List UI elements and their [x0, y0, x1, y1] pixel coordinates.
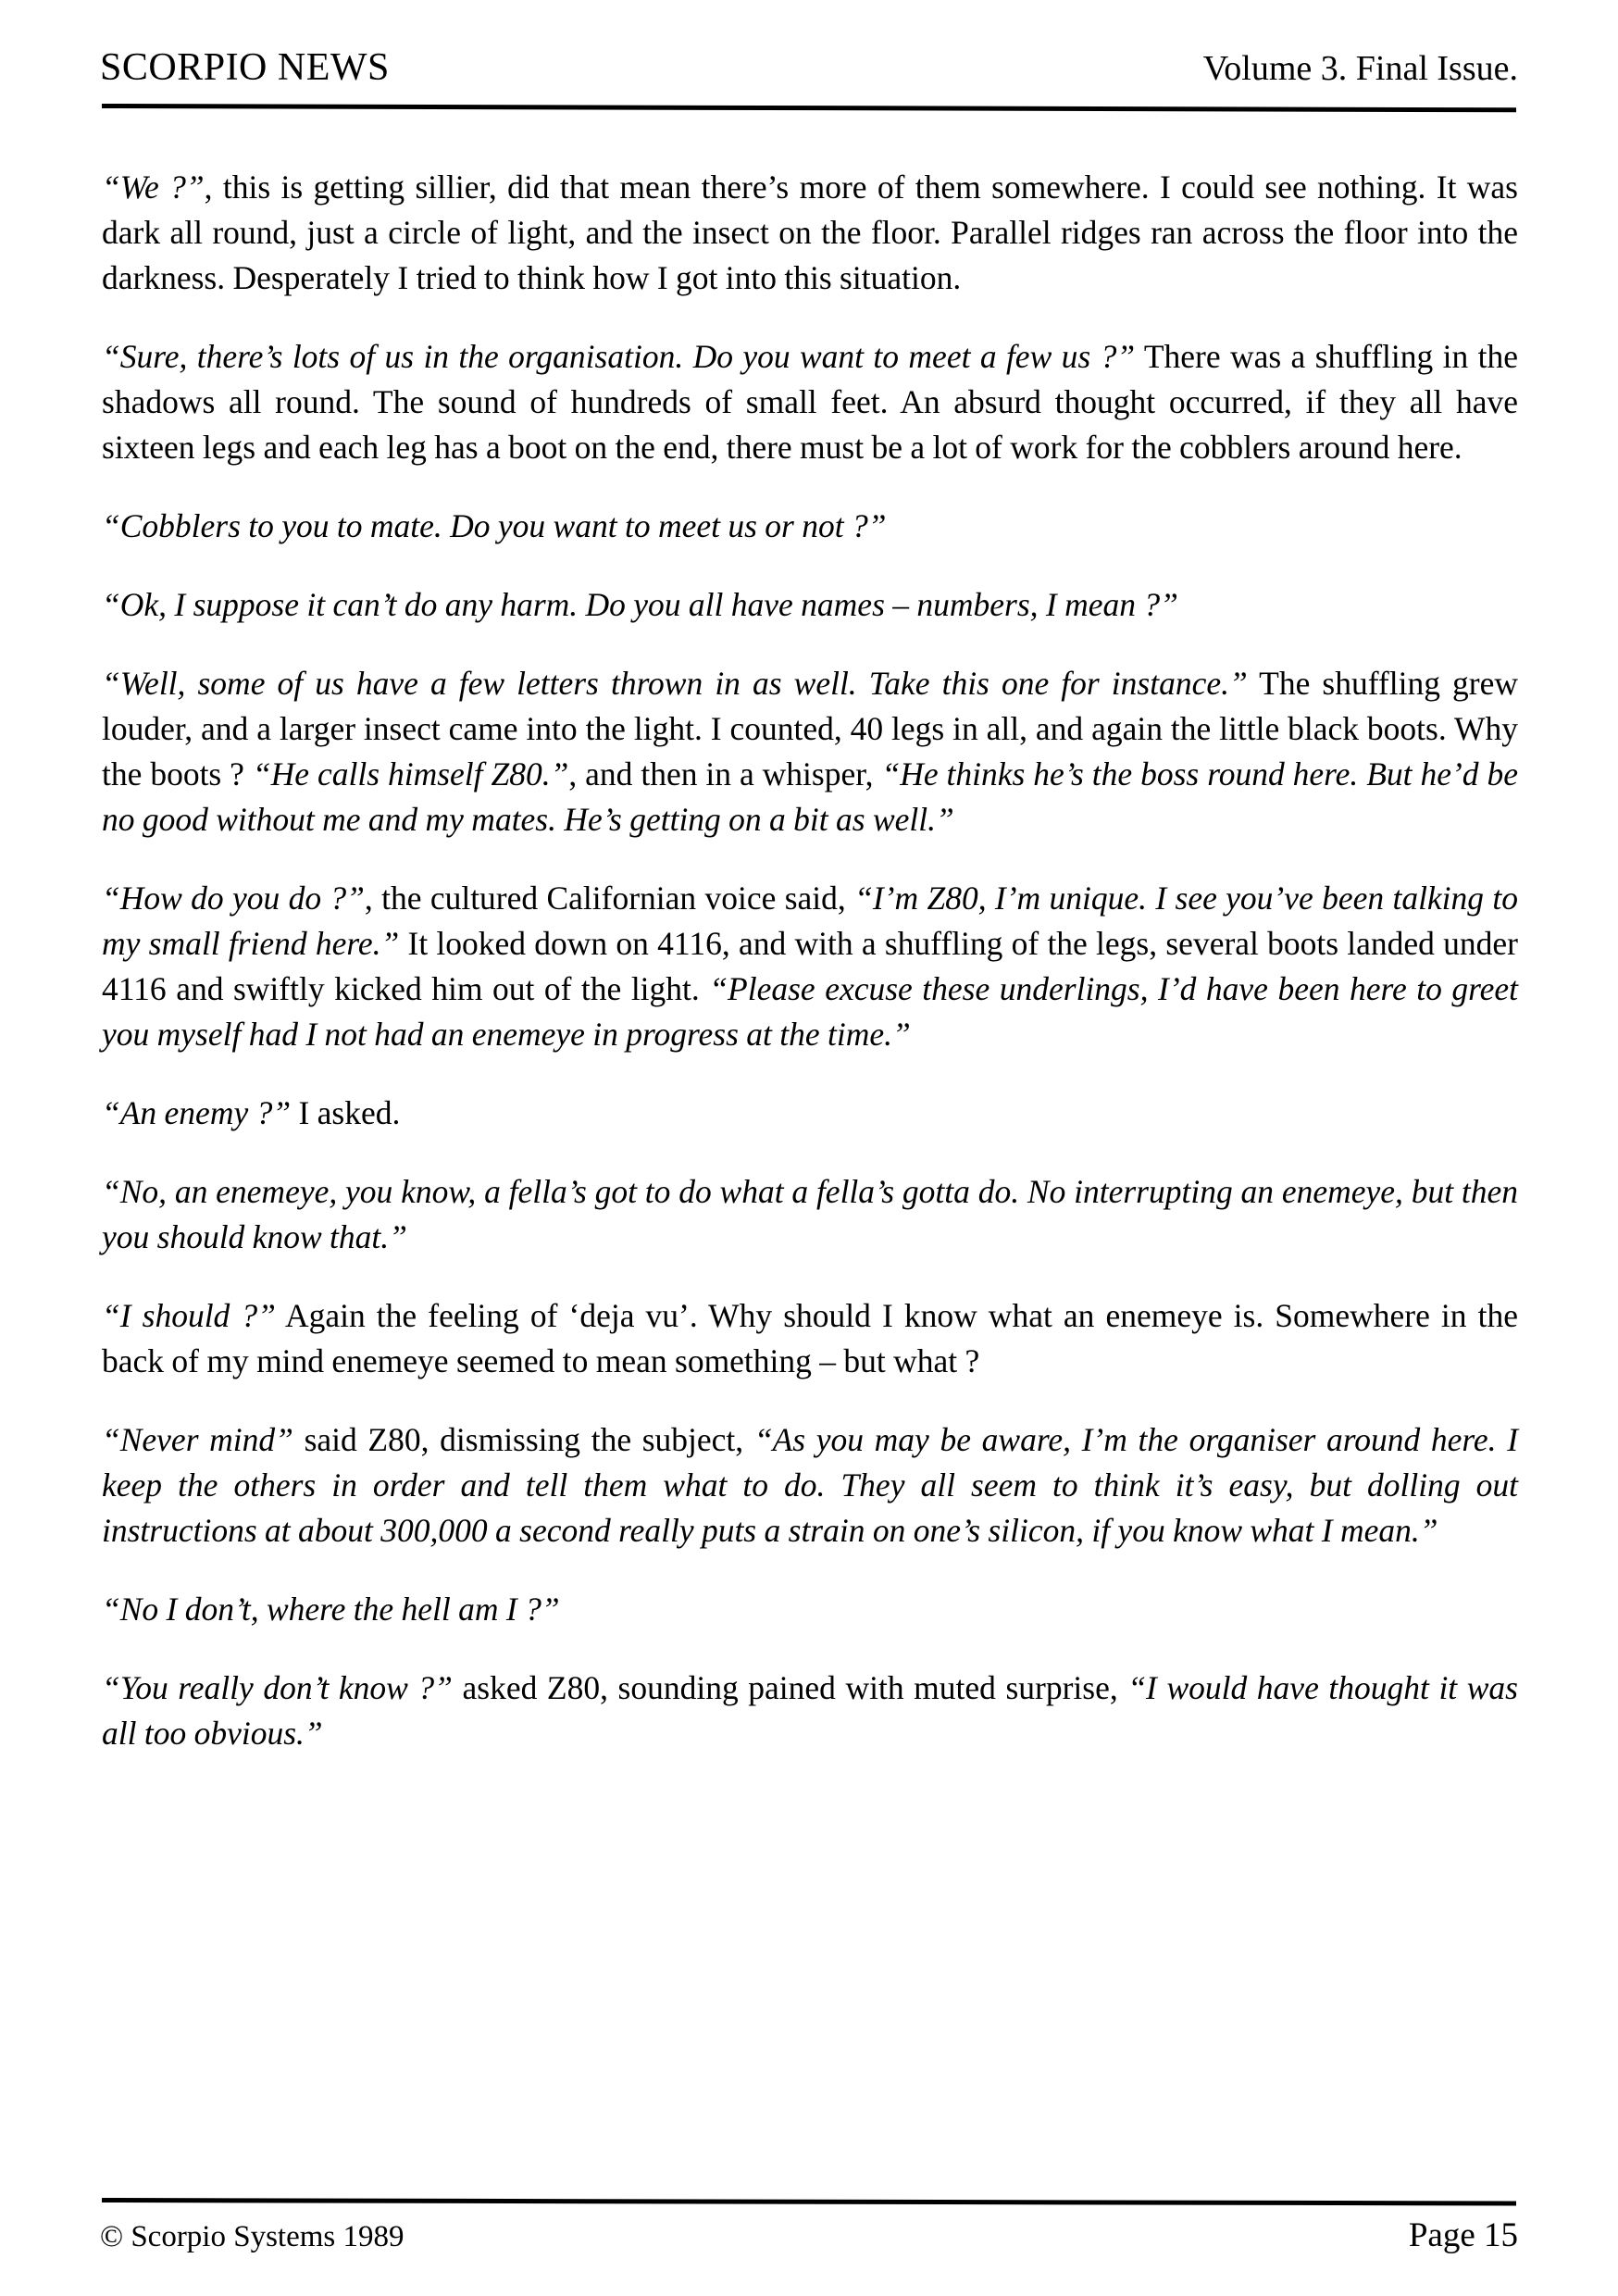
paragraph-p2: [102, 334, 1518, 470]
text-run-italic: “Sure, there’s lots of us in the organisation. Do you want to meet a few us ?”: [102, 338, 1136, 375]
text-run-italic: “I’m Z80, I’m unique. I see you’ve been talking to my small friend here.”: [102, 880, 1518, 962]
footer-divider: [102, 2198, 1516, 2205]
text-run-roman: asked Z80, sounding pained with muted surprise,: [452, 1669, 1128, 1706]
text-run-italic: “I would have thought it was all too obvious.”: [102, 1669, 1518, 1752]
header-divider: [102, 104, 1516, 112]
paragraph-p1: [102, 165, 1518, 301]
text-run-roman: , this is getting sillier, did that mean there’s more of them somewhere. I could see nothing. It was dark all round, just a circle of light, and the insect on the floor. Parallel ridges ran across the floor into the darkness. Desperately I tried to think how I got into this situation.: [102, 168, 1518, 296]
text-run-italic: “An enemy ?”: [102, 1094, 292, 1131]
text-run-italic: “He thinks he’s the boss round here. But he’d be no good without me and my mates. He’s getting on a bit as well.”: [102, 755, 1518, 838]
text-run-italic: “You really don’t know ?”: [102, 1669, 453, 1706]
paragraph-p11: [102, 1587, 1518, 1632]
text-run-italic: “No I don’t, where the hell am I ?”: [102, 1591, 560, 1628]
text-run-italic: “Ok, I suppose it can’t do any harm. Do you all have names – numbers, I mean ?”: [102, 586, 1178, 623]
text-run-roman: , and then in a whisper,: [568, 755, 882, 792]
text-run-italic: “Never mind”: [102, 1421, 293, 1458]
paragraph-p10: [102, 1417, 1518, 1554]
text-run-italic: “We ?”: [102, 168, 205, 206]
issue-label: Volume 3. Final Issue.: [1202, 49, 1518, 88]
paragraph-p9: [102, 1293, 1518, 1384]
text-run-roman: Again the feeling of ‘deja vu’. Why should I know what an enemeye is. Somewhere in the back of my mind enemeye seemed to mean something – but what ?: [102, 1297, 1518, 1379]
paragraph-p4: [102, 582, 1518, 628]
text-run-italic: “Cobblers to you to mate. Do you want to meet us or not ?”: [102, 507, 887, 544]
page-footer: [100, 2218, 1518, 2252]
text-run-roman: It looked down on 4116, and with a shuffling of the legs, several boots landed under 4116 and swiftly kicked him out of the light.: [102, 925, 1519, 1007]
text-run-roman: , the cultured Californian voice said,: [364, 880, 855, 917]
text-run-italic: “Well, some of us have a few letters thrown in as well. Take this one for instance.”: [102, 665, 1248, 702]
text-run-roman: There was a shuffling in the shadows all round. The sound of hundreds of small feet. An absurd thought occurred, if they all have sixteen legs and each leg has a boot on the end, there must be a lot of work for the cobblers around here.: [102, 338, 1518, 466]
paragraph-p12: [102, 1666, 1518, 1756]
text-run-italic: “How do you do ?”: [102, 880, 365, 917]
text-run-italic: “No, an enemeye, you know, a fella’s got to do what a fella’s gotta do. No interrupting an enemeye, but then you should know that.”: [102, 1173, 1518, 1255]
paragraph-p6: [102, 876, 1518, 1057]
text-run-roman: I asked.: [291, 1094, 401, 1131]
text-run-italic: “As you may be aware, I’m the organiser around here. I keep the others in order and tell them what to do. They all seem to think it’s easy, but dolling out instructions at about 300,000 a second really puts a strain on one’s silicon, if you know what I mean.”: [102, 1421, 1519, 1549]
copyright-notice: © Scorpio Systems 1989: [100, 2220, 404, 2253]
paragraph-p5: [102, 661, 1518, 842]
page-header: [100, 48, 1518, 87]
masthead-title: SCORPIO NEWS: [100, 46, 390, 89]
page-number: Page 15: [1408, 2216, 1518, 2254]
text-run-italic: “He calls himself Z80.”: [252, 755, 569, 792]
paragraph-p7: [102, 1091, 1518, 1136]
text-run-roman: The shuffling grew louder, and a larger insect came into the light. I counted, 40 legs in all, and again the little black boots. Why the boots ?: [102, 665, 1519, 792]
text-run-italic: “Please excuse these underlings, I’d have been here to greet you myself had I not had an enemeye in progress at the time.”: [102, 970, 1518, 1053]
paragraph-p3: [102, 504, 1518, 549]
text-run-roman: said Z80, dismissing the subject,: [292, 1421, 754, 1458]
text-run-italic: “I should ?”: [102, 1297, 276, 1334]
paragraph-p8: [102, 1169, 1518, 1260]
article-body: [102, 165, 1518, 1756]
